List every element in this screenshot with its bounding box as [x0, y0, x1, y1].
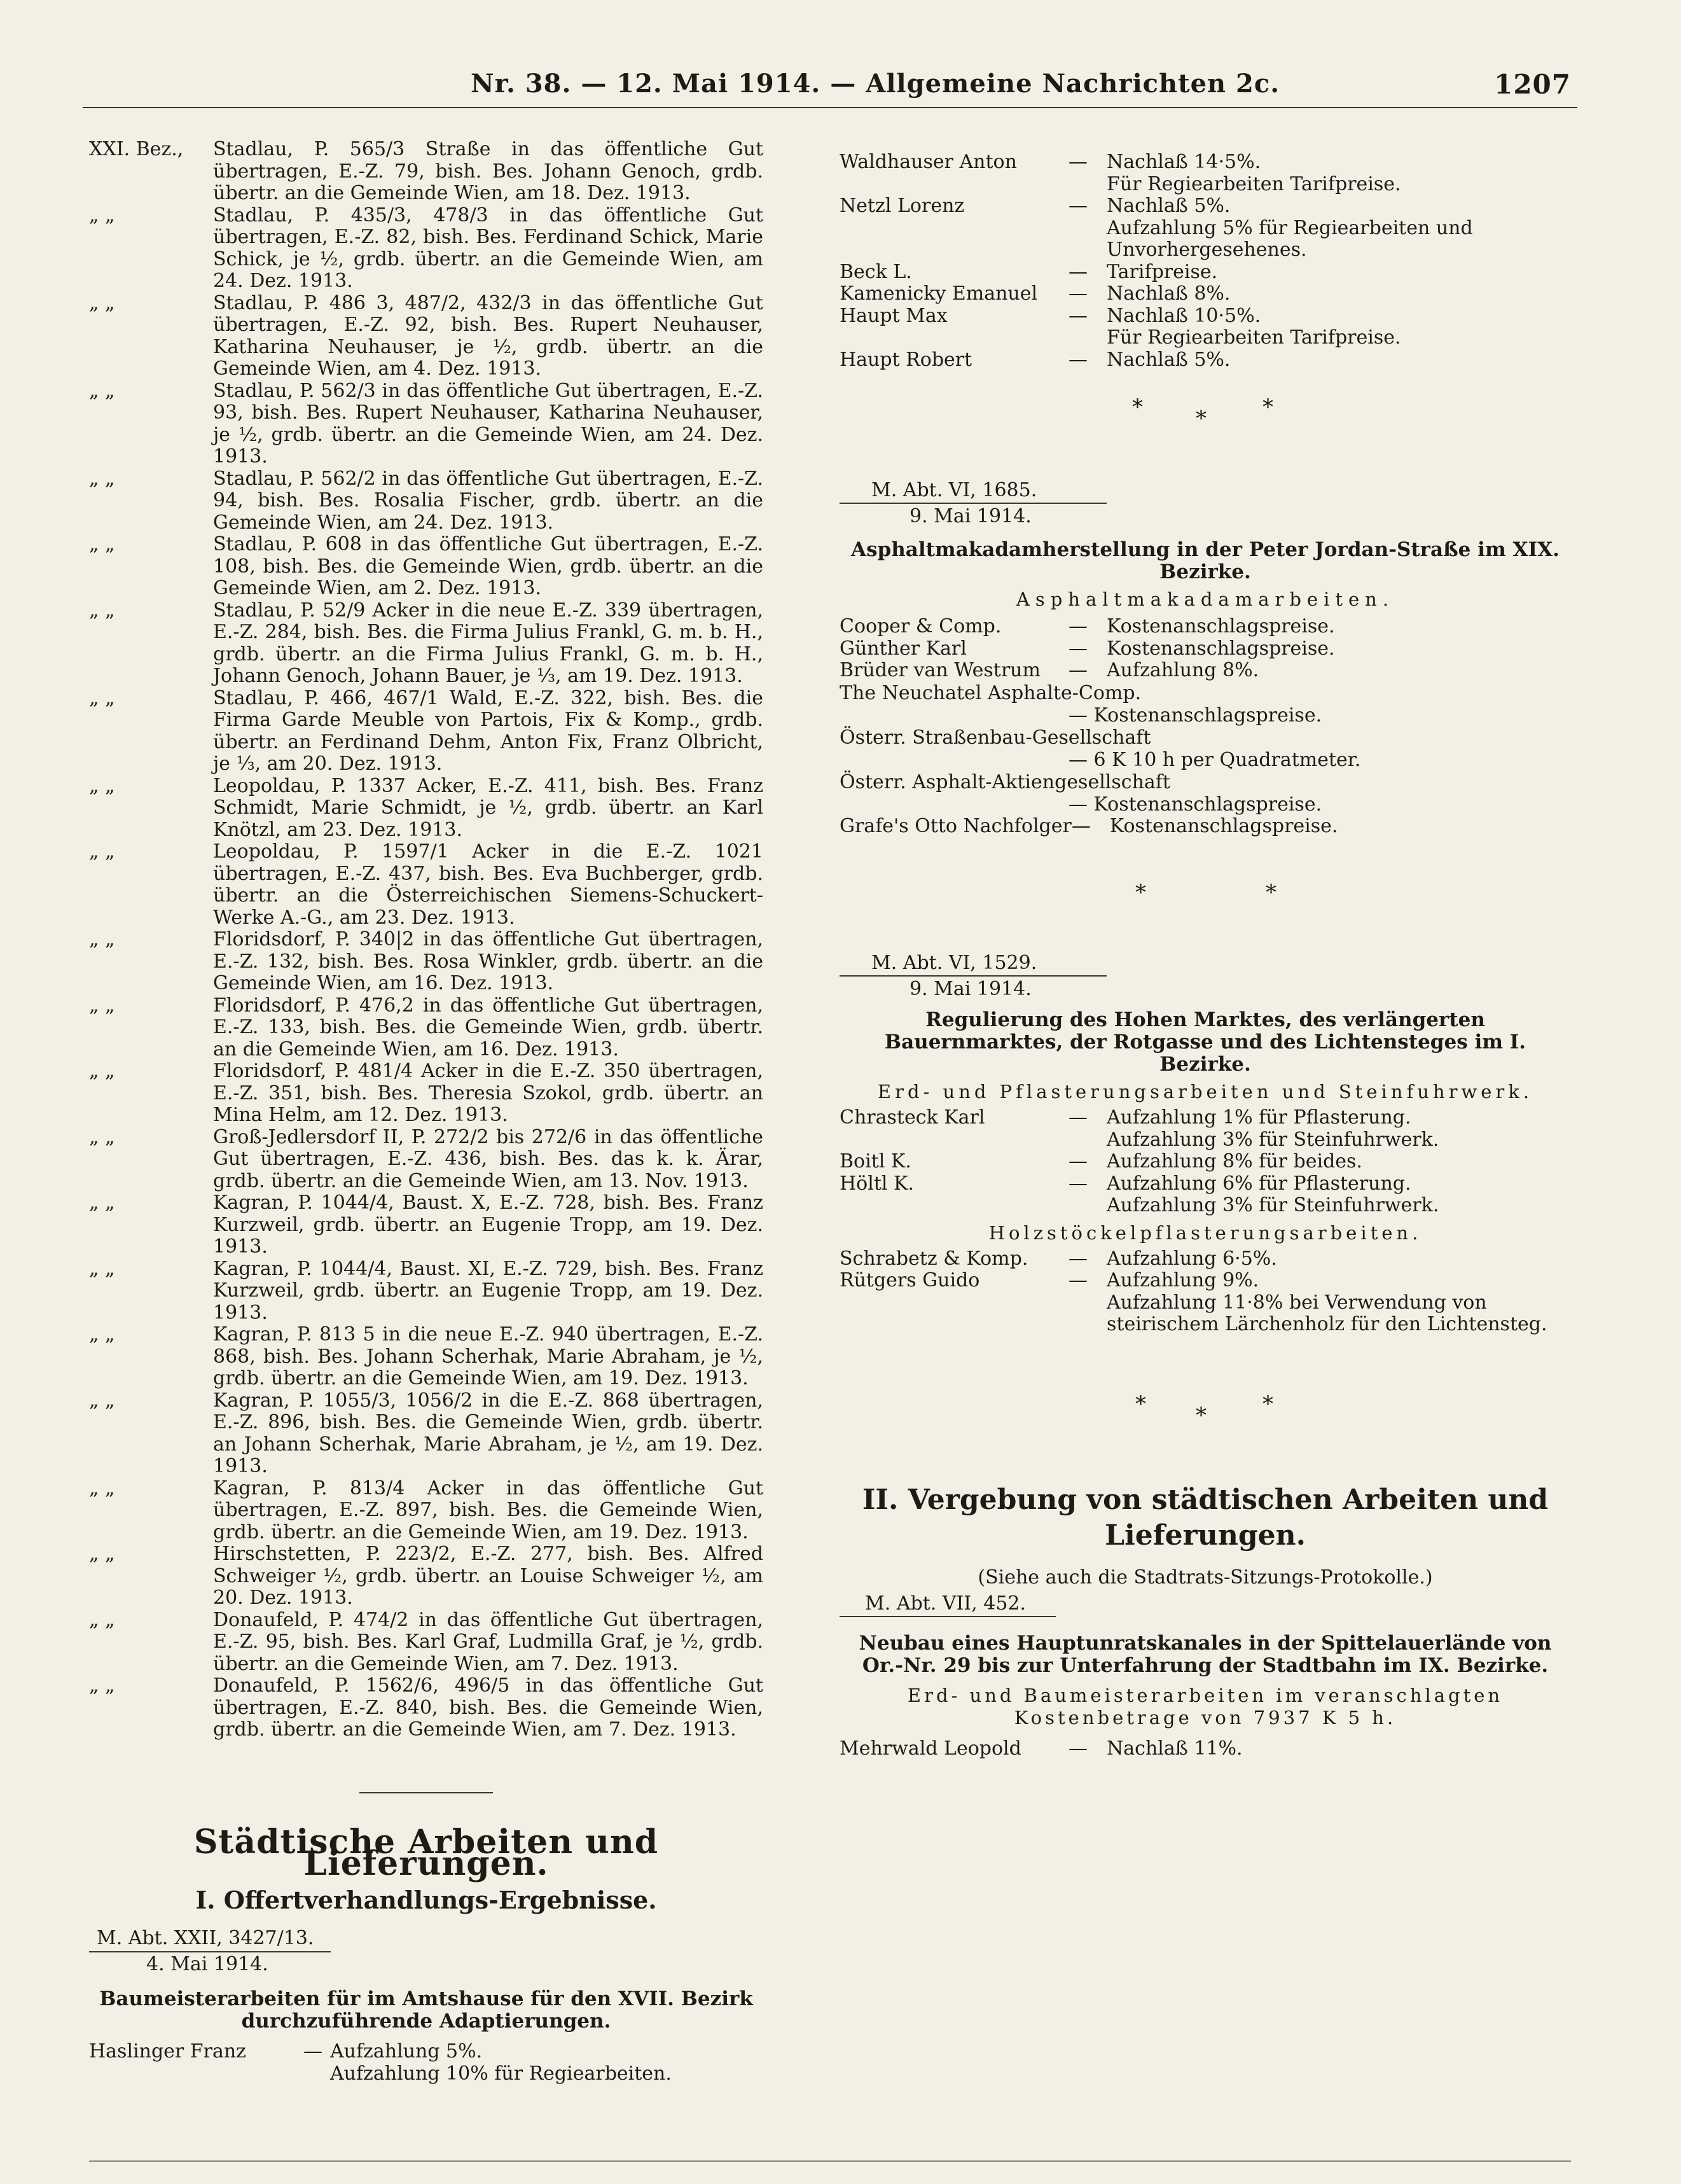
- bidder-name: Österr. Asphalt-Aktiengesellschaft: [840, 770, 1170, 793]
- asphalt-block: [840, 479, 1571, 837]
- land-register-entry: [89, 600, 763, 688]
- bid-line: Nachlaß 5%.: [1107, 348, 1231, 371]
- bidder-name: Mehrwald Leopold: [840, 1737, 1021, 1760]
- dash: —: [1069, 1172, 1088, 1195]
- bid-line: Tarifpreise.: [1107, 260, 1218, 283]
- bid-line: Für Regiearbeiten Tarifpreise.: [1107, 326, 1401, 349]
- contract-block: [840, 1482, 1571, 1760]
- bid-line: Aufzahlung 3% für Steinfuhrwerk.: [1107, 1128, 1439, 1151]
- contract-results: [840, 1738, 1243, 1760]
- asphalt-results: [840, 616, 1335, 682]
- bid-result: Nachlaß 11%.: [1107, 1737, 1243, 1760]
- entry-text: Hirschstetten, P. 223/2, E.-Z. 277, bish. Bes. Alfred Schweiger ½, grdb. übertr. an Louise Schweiger ½, am 20. Dez. 1913.: [213, 1543, 763, 1609]
- bidder-name: Cooper & Comp.: [840, 615, 1002, 637]
- separator-stars: [840, 1393, 1571, 1438]
- land-register-entry: [89, 380, 763, 468]
- bid-result: [330, 2041, 672, 2085]
- entry-prefix: XXI. Bez.,: [89, 138, 184, 160]
- offer-block: [89, 1928, 763, 2085]
- star: *: [1196, 406, 1207, 431]
- work-category: Erd- und Pflasterungsarbeiten und Steinfuhrwerk.: [877, 1081, 1533, 1102]
- table-row: [840, 616, 1335, 638]
- bidder-name: Grafe's Otto Nachfolger: [840, 814, 1072, 837]
- entry-prefix: „ „: [89, 1389, 115, 1412]
- offer-date: 9. Mai 1914.: [910, 505, 1032, 527]
- entry-text: Stadlau, P. 435/3, 478/3 in das öffentliche Gut übertragen, E.-Z. 82, bish. Bes. Ferdinand Schick, Marie Schick, je ½, grdb. übertr. an die Gemeinde Wien, am 24. Dez. 1913.: [213, 204, 763, 292]
- land-register-entry: [89, 1192, 763, 1258]
- entry-text: Stadlau, P. 562/2 in das öffentliche Gut übertragen, E.-Z. 94, bish. Bes. Rosalia Fischer, grdb. übertr. an die Gemeinde Wien, am 24. Dez. 1913.: [213, 467, 763, 534]
- entry-text: Stadlau, P. 486 3, 487/2, 432/3 in das öffentliche Gut übertragen, E.-Z. 92, bish. Bes. Rupert Neuhauser, Katharina Neuhauser, je ½, grdb. übertr. an die Gemeinde Wien, am 4. Dez. 1913.: [213, 291, 763, 380]
- entry-prefix: „ „: [89, 1674, 115, 1697]
- dash: —: [1069, 151, 1088, 173]
- entry-text: Kagran, P. 813/4 Acker in das öffentliche Gut übertragen, E.-Z. 897, bish. Bes. die Gemeinde Wien, grdb. übertr. an die Gemeinde Wien, am 19. Dez. 1913.: [213, 1477, 763, 1543]
- entry-text: Kagran, P. 1044/4, Baust. X, E.-Z. 728, bish. Bes. Franz Kurzweil, grdb. übertr. an Eugenie Tropp, am 19. Dez. 1913.: [213, 1192, 763, 1258]
- reference-rule: [89, 1951, 331, 1952]
- bidder-name: Schrabetz & Komp.: [840, 1247, 1028, 1270]
- bidder-name: Boitl K.: [840, 1150, 911, 1172]
- section-divider: [359, 1792, 493, 1793]
- table-row: [840, 1738, 1243, 1760]
- entry-prefix: „ „: [89, 1060, 115, 1082]
- entry-prefix: „ „: [89, 1192, 115, 1214]
- separator-stars: [840, 882, 1571, 926]
- offer-results-top: [840, 151, 1571, 371]
- section-title: II. Vergebung von städtischen Arbeiten und Lieferungen.: [862, 1483, 1549, 1552]
- footer-rule: [89, 2160, 1571, 2162]
- department-reference: M. Abt. VII, 452.: [865, 1592, 1027, 1615]
- entry-prefix: „ „: [89, 1608, 115, 1631]
- entry-text: Donaufeld, P. 474/2 in das öffentliche Gut übertragen, E.-Z. 95, bish. Bes. Karl Graf, Ludmilla Graf, je ½, grdb. übertr. an die Gemeinde Wien, am 7. Dez. 1913.: [213, 1608, 763, 1675]
- reference-rule: [840, 503, 1107, 504]
- header-text: Nr. 38. — 12. Mai 1914. — Allgemeine Nachrichten 2c.: [471, 69, 1280, 99]
- dash: —: [1069, 195, 1088, 217]
- dash: —: [1071, 814, 1091, 837]
- table-row: [840, 261, 1571, 284]
- land-register-entry: [89, 139, 763, 205]
- table-row: [840, 349, 1571, 372]
- star: *: [1262, 1391, 1273, 1417]
- land-register-entry: [89, 1543, 763, 1610]
- bidder-name: Rütgers Guido: [840, 1269, 980, 1291]
- table-row: [840, 305, 1571, 349]
- bid-result: [1107, 349, 1571, 372]
- dash: —: [1069, 282, 1088, 305]
- bid-result: [1107, 195, 1571, 261]
- bidder-name: The Neuchatel Asphalte-Comp.: [840, 681, 1142, 704]
- bidder-name: Kamenicky Emanuel: [840, 282, 1038, 305]
- bidder-name: Haupt Max: [840, 304, 948, 327]
- bid-result: Kostenanschlagspreise.: [1107, 637, 1335, 660]
- land-register-entry: [89, 688, 763, 776]
- bidder-name: Netzl Lorenz: [840, 195, 965, 217]
- dash: —: [1069, 637, 1088, 660]
- land-register-entry: [89, 1390, 763, 1478]
- entry-text: Stadlau, P. 608 in das öffentliche Gut übertragen, E.-Z. 108, bish. Bes. die Gemeinde Wien, grdb. übertr. an die Gemeinde Wien, am 2. Dez. 1913.: [213, 533, 763, 599]
- dash: —: [1069, 659, 1088, 681]
- bid-result: — 6 K 10 h per Quadratmeter.: [1069, 748, 1361, 771]
- land-register-entry: [89, 1061, 763, 1127]
- page-number: 1207: [1494, 69, 1571, 100]
- reference-rule: [840, 1616, 1056, 1617]
- offer-results: [89, 2041, 672, 2085]
- bid-result: [1107, 1107, 1439, 1151]
- bid-result: [1107, 151, 1571, 195]
- offer-subject: Neubau eines Hauptunratskanales in der Spittelauerlände von Or.-Nr. 29 bis zur Unterfahrung der Stadtbahn im IX. Bezirke.: [859, 1631, 1552, 1677]
- entry-text: Groß-Jedlersdorf II, P. 272/2 bis 272/6 in das öffentliche Gut übertragen, E.-Z. 436, bish. Bes. das k. k. Ärar, grdb. übertr. an die Gemeinde Wien, am 13. Nov. 1913.: [213, 1125, 763, 1192]
- land-register-entry: [89, 1127, 763, 1193]
- bid-line: Aufzahlung 9%.: [1107, 1269, 1259, 1291]
- entry-prefix: „ „: [89, 840, 115, 863]
- offer-date: 9. Mai 1914.: [910, 978, 1032, 1000]
- entry-prefix: „ „: [89, 379, 115, 402]
- bidder-name: Haslinger Franz: [89, 2040, 246, 2062]
- land-register-entry: [89, 293, 763, 380]
- entry-prefix: „ „: [89, 204, 115, 226]
- offer-subject: Asphaltmakadamherstellung in der Peter Jordan-Straße im XIX. Bezirke.: [851, 538, 1560, 583]
- bid-line: Aufzahlung 5%.: [329, 2040, 483, 2062]
- bid-line: Aufzahlung 6·5%.: [1107, 1247, 1277, 1270]
- land-register-entry: [89, 776, 763, 842]
- offer-subject: Baumeisterarbeiten für im Amtshause für den XVII. Bezirk durchzuführende Adaptierungen.: [99, 1987, 753, 2033]
- land-register-entry: [89, 1675, 763, 1741]
- land-register-entry: [89, 1610, 763, 1676]
- bid-result: [1107, 1248, 1571, 1270]
- table-row: [840, 1270, 1571, 1336]
- dash: —: [1069, 348, 1088, 371]
- table-row: [89, 2041, 672, 2085]
- land-register-list: [89, 139, 763, 1741]
- work-category: Erd- und Baumeisterarbeiten im veranschlagten Kostenbetrage von 7937 K 5 h.: [907, 1684, 1504, 1728]
- work-category: Asphaltmakadamarbeiten.: [1016, 588, 1395, 610]
- bidder-name: Höltl K.: [840, 1172, 914, 1195]
- entry-text: Kagran, P. 1044/4, Baust. XI, E.-Z. 729, bish. Bes. Franz Kurzweil, grdb. übertr. an Eugenie Tropp, am 19. Dez. 1913.: [213, 1257, 763, 1324]
- table-row: [840, 816, 1338, 838]
- table-row: [840, 283, 1571, 305]
- dash: —: [303, 2040, 322, 2062]
- land-register-entry: [89, 534, 763, 600]
- entry-text: Stadlau, P. 466, 467/1 Wald, E.-Z. 322, bish. Bes. die Firma Garde Meuble von Partois, Fix & Komp., grdb. übertr. an Ferdinand Dehm, Anton Fix, Franz Olbricht, je ⅓, am 20. Dez. 1913.: [213, 686, 763, 775]
- entry-prefix: „ „: [89, 291, 115, 314]
- asphalt-results-end: [840, 816, 1338, 838]
- bid-line: Nachlaß 8%.: [1107, 282, 1231, 305]
- right-column: [840, 151, 1571, 1760]
- bid-line: Nachlaß 10·5%.: [1107, 304, 1261, 327]
- section-title: Städtische Arbeiten und Lieferungen.: [193, 1822, 659, 1883]
- bid-result: Kostenanschlagspreise.: [1107, 615, 1335, 637]
- bid-line: Aufzahlung 6% für Pflasterung.: [1107, 1172, 1411, 1195]
- table-row: [840, 1151, 1439, 1173]
- dash: —: [1069, 615, 1088, 637]
- work-category: Holzstöckelpflasterungsarbeiten.: [988, 1221, 1422, 1244]
- entry-text: Stadlau, P. 52/9 Acker in die neue E.-Z. 339 übertragen, E.-Z. 284, bish. Bes. die Firma Julius Frankl, G. m. b. H., grdb. übertr. an die Firma Julius Frankl, G. m. b. H., Johann Genoch, Johann Bauer, je ⅓, am 19. Dez. 1913.: [213, 599, 763, 687]
- department-reference: M. Abt. VI, 1685.: [871, 479, 1037, 501]
- table-row: [840, 151, 1571, 195]
- bid-line: Nachlaß 14·5%.: [1107, 151, 1261, 173]
- star: *: [1266, 880, 1276, 905]
- entry-prefix: „ „: [89, 533, 115, 555]
- department-reference: M. Abt. XXII, 3427/13.: [97, 1927, 314, 1949]
- bid-result: [1107, 305, 1571, 349]
- table-row: [840, 638, 1335, 660]
- dash: —: [1069, 1737, 1088, 1760]
- entry-text: Leopoldau, P. 1337 Acker, E.-Z. 411, bish. Bes. Franz Schmidt, Marie Schmidt, je ½, grdb. übertr. an Karl Knötzl, am 23. Dez. 1913.: [213, 774, 763, 841]
- bid-line: Aufzahlung 11·8% bei Verwendung von steirischem Lärchenholz für den Lichtensteg.: [1107, 1291, 1547, 1335]
- land-register-entry: [89, 468, 763, 534]
- star: *: [1135, 880, 1146, 905]
- bid-result: [1107, 1173, 1439, 1217]
- entry-prefix: „ „: [89, 1125, 115, 1148]
- dash: —: [1069, 1106, 1088, 1129]
- bid-result: [1107, 261, 1571, 284]
- bid-result: [1107, 1270, 1571, 1336]
- entry-prefix: „ „: [89, 686, 115, 709]
- bid-line: Aufzahlung 10% für Regiearbeiten.: [329, 2062, 672, 2085]
- star: *: [1135, 1391, 1146, 1417]
- offer-date: 4. Mai 1914.: [146, 1952, 268, 1975]
- entry-text: Stadlau, P. 565/3 Straße in das öffentliche Gut übertragen, E.-Z. 79, bish. Bes. Johann Genoch, grdb. übertr. an die Gemeinde Wien, am 18. Dez. 1913.: [213, 138, 763, 204]
- land-register-entry: [89, 1258, 763, 1325]
- entry-text: Stadlau, P. 562/3 in das öffentliche Gut übertragen, E.-Z. 93, bish. Bes. Rupert Neuhauser, Katharina Neuhauser, je ½, grdb. übertr. an die Gemeinde Wien, am 24. Dez. 1913.: [213, 379, 763, 468]
- table-row: [840, 660, 1335, 682]
- dash: —: [1069, 304, 1088, 327]
- separator-stars: [840, 396, 1571, 454]
- bid-result: [1107, 1151, 1439, 1173]
- bidder-name: Chrasteck Karl: [840, 1106, 985, 1129]
- bid-line: Aufzahlung 3% für Steinfuhrwerk.: [1107, 1194, 1439, 1216]
- dash: —: [1069, 1150, 1088, 1172]
- land-register-entry: [89, 205, 763, 293]
- land-register-entry: [89, 929, 763, 995]
- market-results-woodblock: [840, 1248, 1571, 1336]
- market-results-paving: [840, 1107, 1439, 1217]
- entry-prefix: „ „: [89, 774, 115, 797]
- bid-result: — Kostenanschlagspreise.: [1069, 793, 1322, 816]
- bid-line: Für Regiearbeiten Tarifpreise.: [1107, 172, 1401, 195]
- bid-result: Kostenanschlagspreise.: [1109, 814, 1338, 837]
- bid-line: Aufzahlung 1% für Pflasterung.: [1107, 1106, 1411, 1129]
- table-row: [840, 1107, 1439, 1151]
- bidder-name: Waldhauser Anton: [840, 151, 1017, 173]
- entry-prefix: „ „: [89, 1323, 115, 1346]
- dash: —: [1069, 1269, 1088, 1291]
- department-reference: M. Abt. VI, 1529.: [871, 952, 1037, 974]
- subsection-title: I. Offertverhandlungs-Ergebnisse.: [195, 1885, 657, 1914]
- bidder-name: Beck L.: [840, 260, 912, 283]
- entry-prefix: „ „: [89, 1543, 115, 1565]
- entry-text: Floridsdorf, P. 476,2 in das öffentliche Gut übertragen, E.-Z. 133, bish. Bes. die Gemeinde Wien, grdb. übertr. an die Gemeinde Wien, am 16. Dez. 1913.: [213, 994, 763, 1061]
- entry-text: Floridsdorf, P. 340|2 in das öffentliche Gut übertragen, E.-Z. 132, bish. Bes. Rosa Winkler, grdb. übertr. an die Gemeinde Wien, am 16. Dez. 1913.: [213, 928, 763, 994]
- land-register-entry: [89, 841, 763, 929]
- land-register-entry: [89, 1478, 763, 1544]
- entry-text: Kagran, P. 1055/3, 1056/2 in die E.-Z. 868 übertragen, E.-Z. 896, bish. Bes. die Gemeinde Wien, grdb. übertr. an Johann Scherhak, Marie Abraham, je ½, am 19. Dez. 1913.: [213, 1389, 763, 1477]
- bid-result: [1107, 283, 1571, 305]
- header-rule: [83, 107, 1577, 108]
- market-block: [840, 952, 1571, 1336]
- bidder-name: Österr. Straßenbau-Gesellschaft: [840, 726, 1151, 749]
- bid-line: Nachlaß 5%.: [1107, 195, 1231, 217]
- offer-subject: Regulierung des Hohen Marktes, des verlängerten Bauernmarktes, der Rotgasse und des Lichtensteges im I. Bezirke.: [884, 1008, 1526, 1076]
- bidder-name: Günther Karl: [840, 637, 967, 660]
- section-note: (Siehe auch die Stadtrats-Sitzungs-Protokolle.): [978, 1566, 1433, 1589]
- entry-prefix: „ „: [89, 467, 115, 490]
- bid-result: — Kostenanschlagspreise.: [1069, 704, 1322, 727]
- entry-text: Donaufeld, P. 1562/6, 496/5 in das öffentliche Gut übertragen, E.-Z. 840, bish. Bes. die Gemeinde Wien, grdb. übertr. an die Gemeinde Wien, am 7. Dez. 1913.: [213, 1674, 763, 1741]
- bid-line: Aufzahlung 5% für Regiearbeiten und Unvorhergesehenes.: [1107, 216, 1473, 261]
- table-row: [840, 195, 1571, 261]
- bidder-name: Brüder van Westrum: [840, 659, 1041, 681]
- entry-prefix: „ „: [89, 928, 115, 950]
- entry-prefix: „ „: [89, 1477, 115, 1499]
- entry-prefix: „ „: [89, 994, 115, 1017]
- bidder-name: Haupt Robert: [840, 348, 972, 371]
- table-row: [840, 1173, 1439, 1217]
- dash: —: [1069, 260, 1088, 283]
- bid-result: Aufzahlung 8%.: [1107, 659, 1259, 681]
- star: *: [1262, 394, 1273, 420]
- bid-line: Aufzahlung 8% für beides.: [1107, 1150, 1362, 1172]
- reference-rule: [840, 975, 1107, 977]
- land-register-entry: [89, 995, 763, 1061]
- left-column: [89, 139, 763, 2085]
- entry-text: Leopoldau, P. 1597/1 Acker in die E.-Z. 1021 übertragen, E.-Z. 437, bish. Bes. Eva Buchberger, grdb. übertr. an die Österreichischen Siemens-Schuckert-Werke A.-G., am 23. Dez. 1913.: [213, 840, 763, 929]
- dash: —: [1069, 1247, 1088, 1270]
- page-header: [471, 69, 1577, 99]
- entry-text: Floridsdorf, P. 481/4 Acker in die E.-Z. 350 übertragen, E.-Z. 351, bish. Bes. Theresia Szokol, grdb. übertr. an Mina Helm, am 12. Dez. 1913.: [213, 1060, 763, 1126]
- table-row: [840, 1248, 1571, 1270]
- star: *: [1132, 394, 1143, 420]
- entry-prefix: „ „: [89, 1257, 115, 1280]
- star: *: [1196, 1402, 1207, 1428]
- entry-prefix: „ „: [89, 599, 115, 622]
- land-register-entry: [89, 1324, 763, 1390]
- entry-text: Kagran, P. 813 5 in die neue E.-Z. 940 übertragen, E.-Z. 868, bish. Bes. Johann Scherhak, Marie Abraham, je ½, grdb. übertr. an die Gemeinde Wien, am 19. Dez. 1913.: [213, 1323, 763, 1389]
